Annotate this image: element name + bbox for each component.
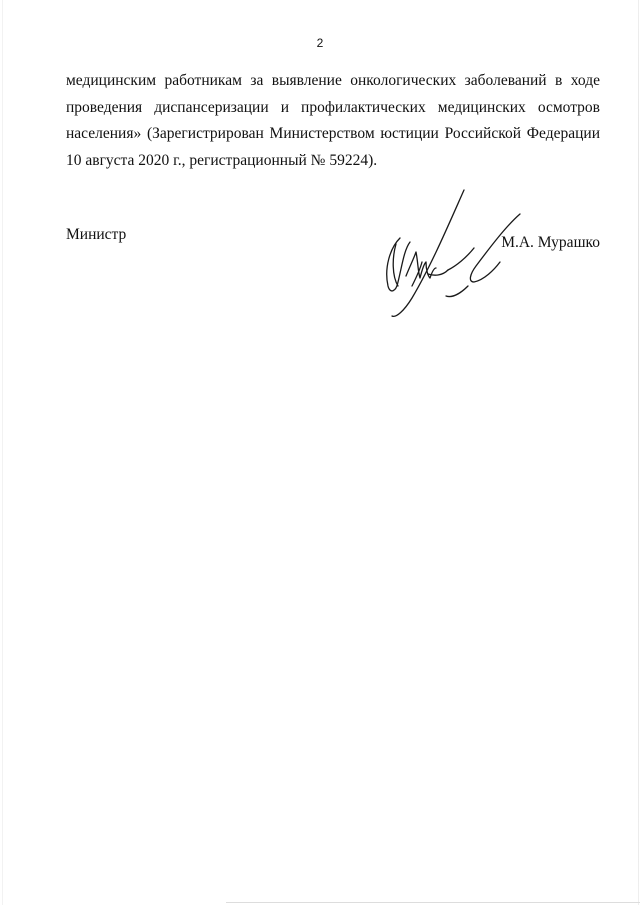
handwritten-signature [376,186,526,326]
body-line: 10 августа 2020 г., регистрационный № 59224). [66,151,378,169]
scan-edge-right [638,0,639,905]
page-number: 2 [316,36,324,50]
signer-title: Министр [66,226,127,243]
signer-name: М.А. Мурашко [501,234,600,251]
body-paragraph [66,68,600,174]
body-line: населения» (Зарегистрирован Министерством юстиции Российской Федерации [66,125,600,142]
body-line: медицинским работникам за выявление онкологических заболеваний в ходе [66,72,600,89]
scan-edge-bottom [226,902,640,903]
scan-edge-left [2,0,3,905]
body-line: проведения диспансеризации и профилактических медицинских осмотров [66,98,600,116]
